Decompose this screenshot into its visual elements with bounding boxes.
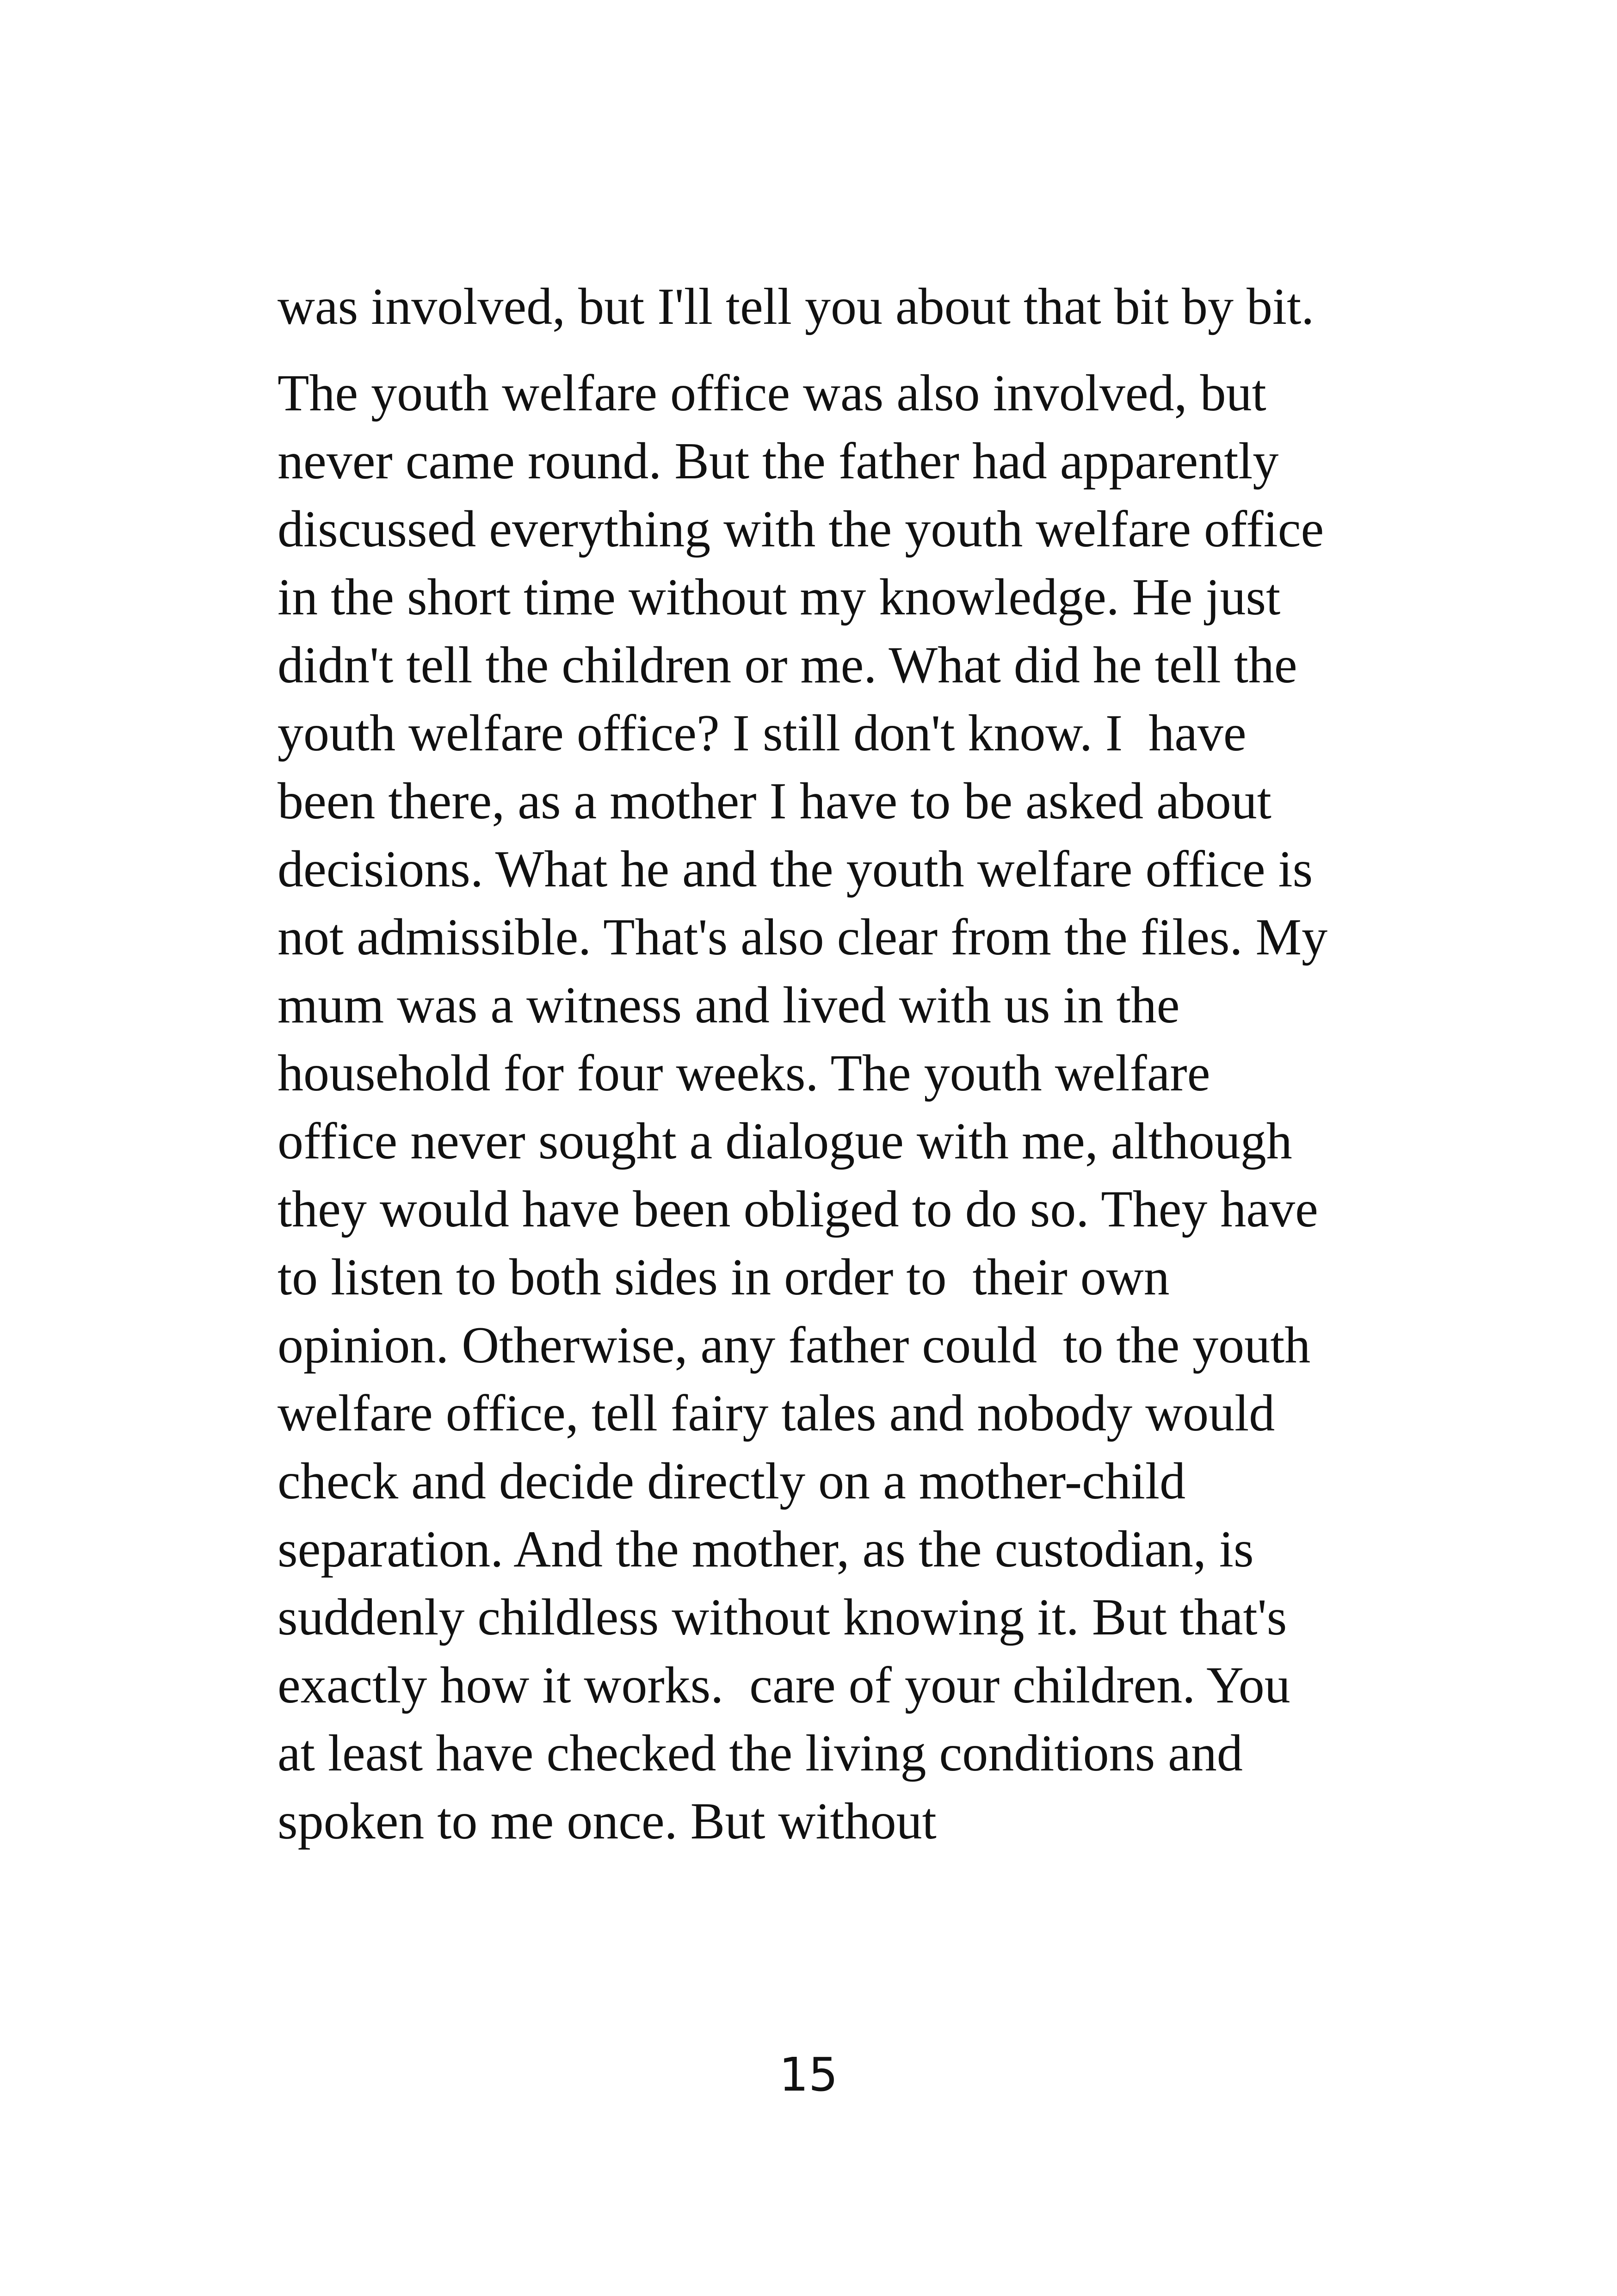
text-line: mum was a witness and lived with us in the [278,977,1180,1034]
text-line: didn't tell the children or me. What did he tell the [278,637,1297,694]
text-line: at least have checked the living conditions and [278,1725,1243,1782]
text-line: discussed everything with the youth welfare office [278,501,1324,558]
text-line: check and decide directly on a mother-child [278,1453,1186,1510]
text-line: separation. And the mother, as the custodian, is [278,1521,1254,1578]
text-line: been there, as a mother I have to be asked about [278,773,1271,830]
text-line: to listen to both sides in order to their own [278,1249,1170,1306]
body-text [278,273,1369,1856]
text-line: household for four weeks. The youth welfare [278,1045,1210,1102]
text-line: was involved, but I'll tell you about that bit by bit. [278,278,1315,335]
text-line: opinion. Otherwise, any father could to the youth [278,1317,1311,1374]
text-line: The youth welfare office was also involved, but [278,365,1266,422]
text-line: welfare office, tell fairy tales and nobody would [278,1385,1275,1442]
text-line: exactly how it works. care of your children. You [278,1657,1290,1714]
text-line: not admissible. That's also clear from the files. My [278,909,1328,966]
text-line: in the short time without my knowledge. He just [278,569,1281,626]
text-line: spoken to me once. But without [278,1793,937,1850]
text-line: decisions. What he and the youth welfare office is [278,841,1313,898]
page-number: 15 [779,2048,838,2102]
text-line: youth welfare office? I still don't know. I have [278,705,1247,762]
text-line: they would have been obliged to do so. They have [278,1181,1318,1238]
paragraph-1 [278,273,1369,341]
paragraph-2 [278,359,1369,1856]
text-line: suddenly childless without knowing it. But that's [278,1589,1287,1646]
text-line: never came round. But the father had apparently [278,433,1279,490]
text-line: office never sought a dialogue with me, although [278,1113,1292,1170]
